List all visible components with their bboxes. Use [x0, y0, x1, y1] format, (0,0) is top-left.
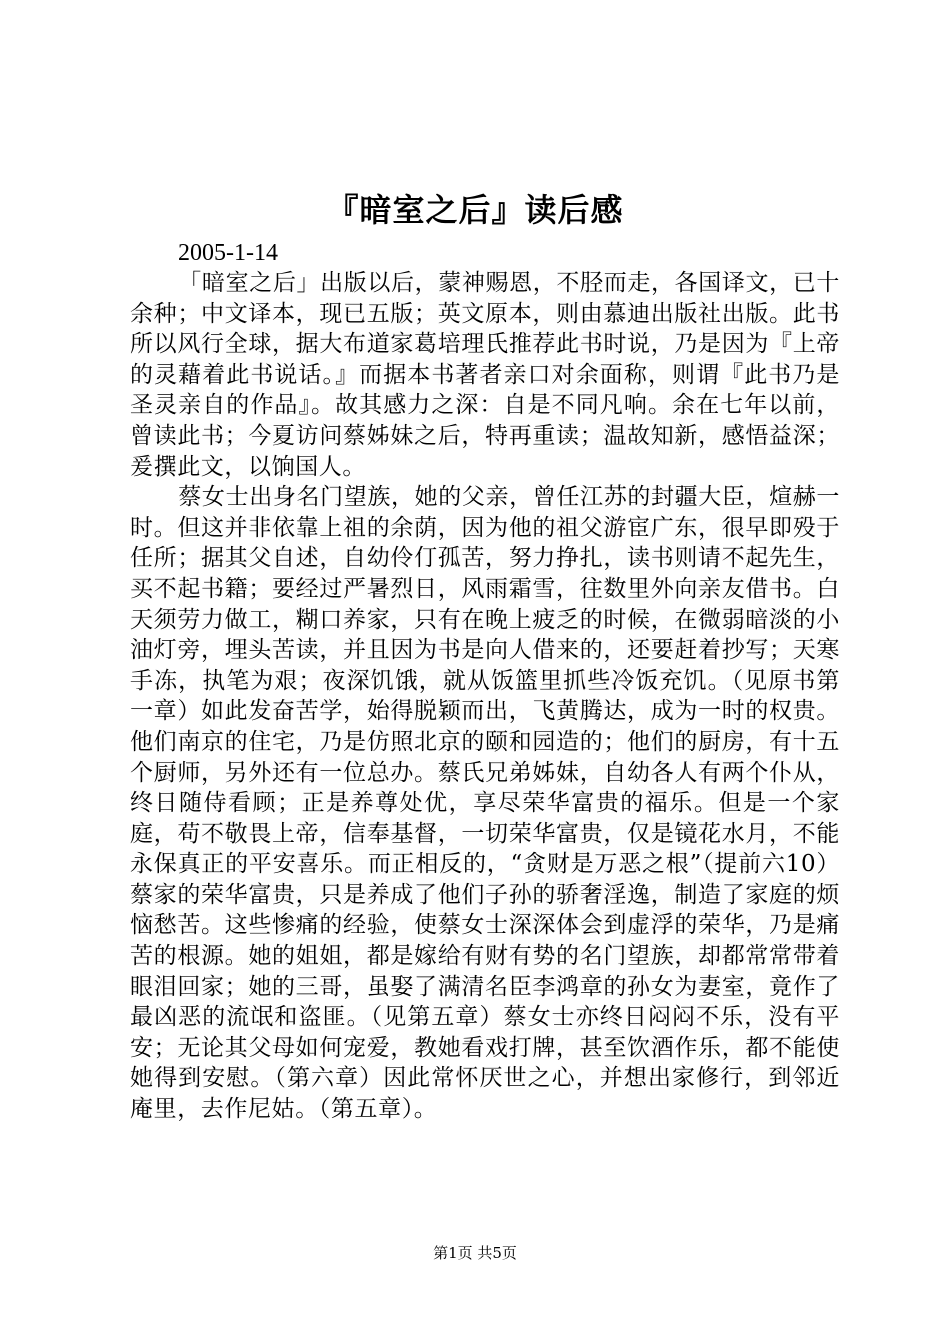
paragraph-1: 「暗室之后」出版以后，蒙神赐恩，不胫而走，各国译文，已十余种；中文译本，现已五版；英文原本，则由慕迪出版社出版。此书所以风行全球，据大布道家葛培理氏推荐此书时说，乃是因为『上帝的灵藉着此书说话。』而据本书著者亲口对余面称，则谓『此书乃是圣灵亲自的作品』。故其感力之深：自是不同凡响。余在七年以前，曾读此书；今夏访问蔡姊妹之后，特再重读；温故知新，感悟益深；爰撰此文，以饷国人。 — [130, 270, 840, 480]
page-title: 『暗室之后』读后感 — [326, 191, 624, 229]
document-date: 2005-1-14 — [178, 240, 278, 266]
page-number: 第1页 共5页 — [433, 1244, 517, 1262]
paragraph-2: 蔡女士出身名门望族，她的父亲，曾任江苏的封疆大臣，煊赫一时。但这并非依靠上祖的余荫，因为他的祖父游宦广东，很早即殁于任所；据其父自述，自幼伶仃孤苦，努力挣扎，读书则请不起先生，买不起书籍；要经过严暑烈日，风雨霜雪，往数里外向亲友借书。白天须劳力做工，糊口养家，只有在晚上疲乏的时候，在微弱暗淡的小油灯旁，埋头苦读，并且因为书是向人借来的，还要赶着抄写；天寒手冻，执笔为艰；夜深饥饿，就从饭篮里抓些冷饭充饥。（见原书第一章）如此发奋苦学，始得脱颖而出，飞黄腾达，成为一时的权贵。他们南京的住宅，乃是仿照北京的颐和园造的；他们的厨房，有十五个厨师，另外还有一位总办。蔡氏兄弟姊妹，自幼各人有两个仆从，终日随侍看顾；正是养尊处优，享尽荣华富贵的福乐。但是一个家庭，苟不敬畏上帝，信奉基督，一切荣华富贵，仅是镜花水月，不能永保真正的平安喜乐。而正相反的，“贪财是万恶之根”（提前六10）蔡家的荣华富贵，只是养成了他们子孙的骄奢淫逸，制造了家庭的烦恼愁苦。这些惨痛的经验，使蔡女士深深体会到虚浮的荣华，乃是痛苦的根源。她的姐姐，都是嫁给有财有势的名门望族，却都常常带着眼泪回家；她的三哥，虽娶了满清名臣李鸿章的孙女为妻室，竟作了最凶恶的流氓和盗匪。（见第五章）蔡女士亦终日闷闷不乐，没有平安；无论其父母如何宠爱，教她看戏打牌，甚至饮酒作乐，都不能使她得到安慰。（第六章）因此常怀厌世之心，并想出家修行，到邻近庵里，去作尼姑。（第五章）。 — [130, 484, 840, 1123]
document-body — [130, 238, 840, 1125]
